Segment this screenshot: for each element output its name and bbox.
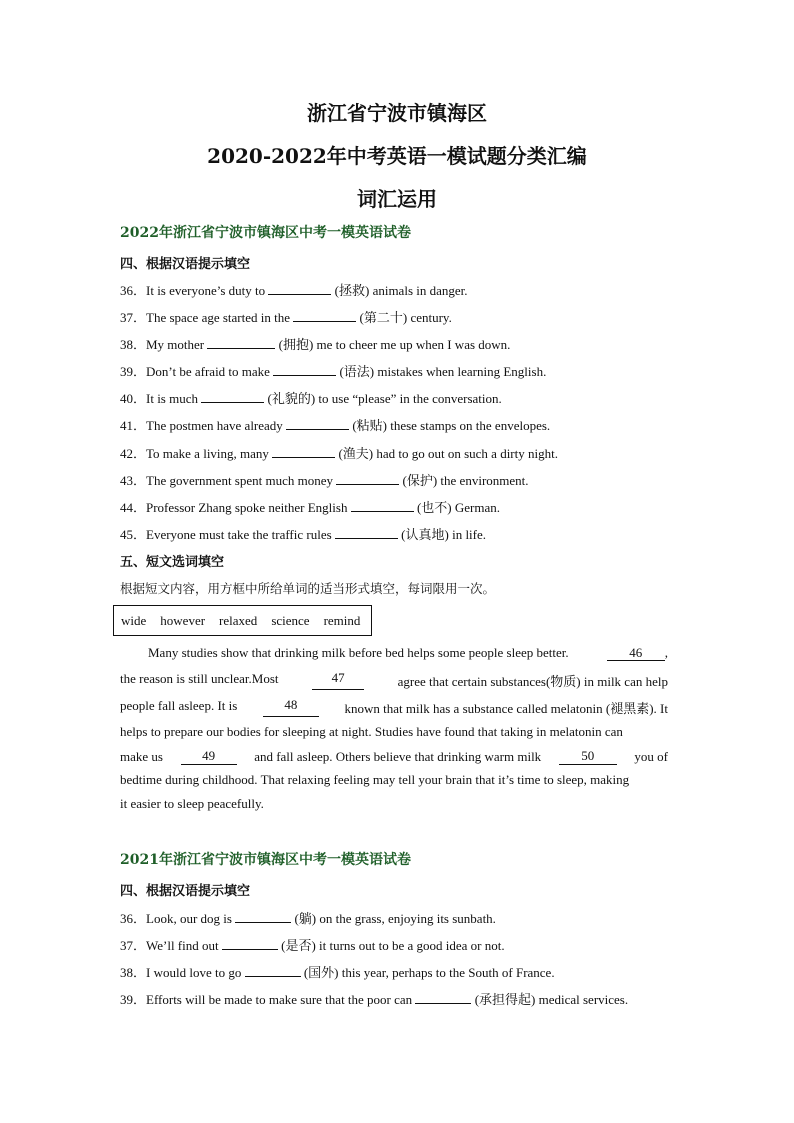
word-option: remind [323,612,361,628]
answer-blank[interactable] [235,910,291,923]
blank-48[interactable]: 48 [263,698,319,717]
question-36: 36．It is everyone’s duty to (拯救) animals in danger. [120,283,468,298]
word-option: however [160,612,206,628]
passage-line: Many studies show that drinking milk before bed helps some people sleep better. 46 , [148,645,668,660]
section-2022-title: 2022年浙江省宁波市镇海区中考一模英语试卷 [120,225,411,241]
passage-line: people fall asleep. It is 48 known that milk has a substance called melatonin (褪黑素). It [120,697,668,716]
question-2021-37: 37．We’ll find out (是否) it turns out to be a good idea or not. [120,938,505,953]
question-44: 44．Professor Zhang spoke neither English (也不) German. [120,500,500,515]
answer-blank[interactable] [207,336,275,349]
passage-line: helps to prepare our bodies for sleeping at night. Studies have found that taking in melatonin can [120,724,623,739]
question-40: 40．It is much (礼貌的) to use “please” in the conversation. [120,391,502,406]
answer-blank[interactable] [293,309,356,322]
section-2022-part5-heading: 五、短文选词填空 [120,555,225,570]
word-option: relaxed [219,612,258,628]
answer-blank[interactable] [201,390,264,403]
word-box [113,605,372,636]
doc-title-line2: 2020-2022年中考英语一模试题分类汇编 [207,144,587,168]
section-2021-title: 2021年浙江省宁波市镇海区中考一模英语试卷 [120,852,411,868]
passage-line: the reason is still unclear.Most 47 agree that certain substances(物质) in milk can help [120,670,668,689]
doc-title-line3: 词汇运用 [357,187,437,211]
question-45: 45．Everyone must take the traffic rules (认真地) in life. [120,527,487,542]
section-2022-part4-heading: 四、根据汉语提示填空 [120,257,251,272]
answer-blank[interactable] [268,282,331,295]
passage-line: make us 49 and fall asleep. Others believe that drinking warm milk 50 you of [120,748,668,764]
question-43: 43．The government spent much money (保护) the environment. [120,473,529,488]
word-option: wide [121,612,147,628]
question-2021-38: 38．I would love to go (国外) this year, perhaps to the South of France. [120,965,555,980]
passage-line: it easier to sleep peacefully. [120,796,264,811]
section-2021-part4-heading: 四、根据汉语提示填空 [120,884,251,899]
question-37: 37．The space age started in the (第二十) century. [120,310,452,325]
question-38: 38．My mother (拥抱) me to cheer me up when I was down. [120,337,511,352]
blank-50[interactable]: 50 [559,749,617,765]
answer-blank[interactable] [351,499,414,512]
answer-blank[interactable] [272,445,335,458]
answer-blank[interactable] [335,526,398,539]
answer-blank[interactable] [336,472,399,485]
answer-blank[interactable] [273,363,336,376]
blank-47[interactable]: 47 [312,671,364,690]
question-39: 39．Don’t be afraid to make (语法) mistakes when learning English. [120,364,547,379]
question-2021-39: 39．Efforts will be made to make sure that the poor can (承担得起) medical services. [120,992,629,1007]
blank-49[interactable]: 49 [181,749,237,765]
doc-title-line1: 浙江省宁波市镇海区 [307,101,487,125]
question-41: 41．The postmen have already (粘贴) these stamps on the envelopes. [120,418,551,433]
instruction-text: 根据短文内容，用方框中所给单词的适当形式填空，每词限用一次。 [120,581,496,596]
answer-blank[interactable] [222,937,278,950]
answer-blank[interactable] [286,417,349,430]
question-2021-36: 36．Look, our dog is (躺) on the grass, enjoying its sunbath. [120,911,496,926]
answer-blank[interactable] [415,991,471,1004]
blank-46[interactable]: 46 [607,646,665,661]
answer-blank[interactable] [245,964,301,977]
word-option: science [271,612,310,628]
passage-line: bedtime during childhood. That relaxing feeling may tell your brain that it’s time to sleep, making [120,772,630,787]
question-42: 42．To make a living, many (渔夫) had to go out on such a dirty night. [120,446,558,461]
